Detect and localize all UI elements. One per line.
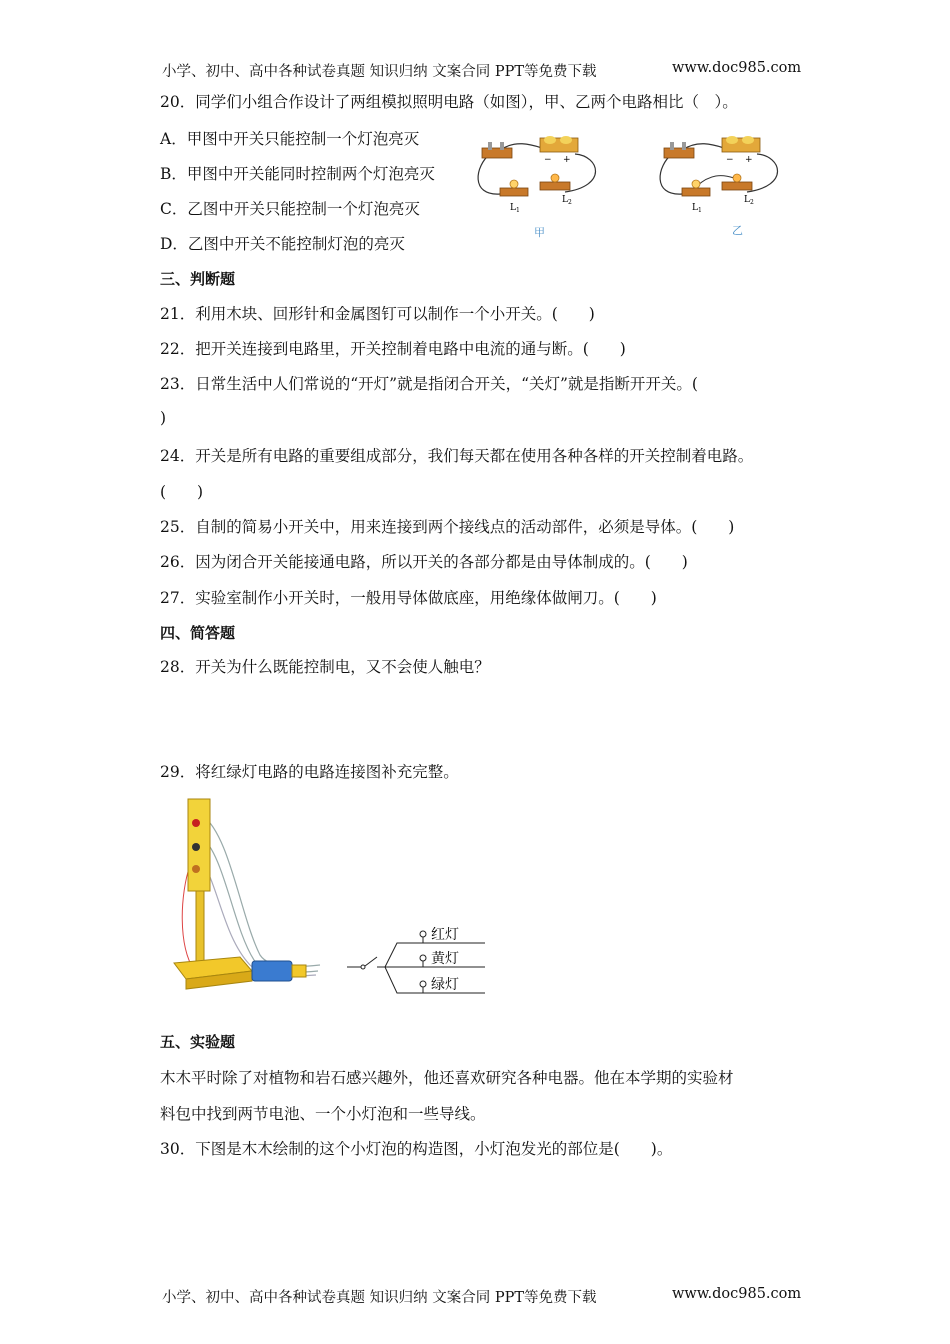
q20-option-c: C．乙图中开关只能控制一个灯泡亮灭 bbox=[160, 200, 420, 218]
footer-url: www.doc985.com bbox=[672, 1286, 802, 1302]
q24: 24．开关是所有电路的重要组成部分，我们每天都在使用各种各样的开关控制着电路。 bbox=[160, 447, 754, 465]
bulb-icon bbox=[420, 955, 426, 961]
q20-option-a: A．甲图中开关只能控制一个灯泡亮灭 bbox=[160, 130, 420, 148]
circuit-figure-yi bbox=[652, 126, 792, 216]
bulb-l1 bbox=[692, 180, 700, 188]
section-3-title: 三、判断题 bbox=[160, 270, 236, 288]
q22: 22．把开关连接到电路里，开关控制着电路中电流的通与断。( ) bbox=[160, 340, 626, 358]
bulb-l1 bbox=[510, 180, 518, 188]
section-5-title: 五、实验题 bbox=[160, 1033, 236, 1051]
q25: 25．自制的简易小开关中，用来连接到两个接线点的活动部件，必须是导体。( ) bbox=[160, 518, 735, 536]
label-red: 红灯 bbox=[431, 927, 459, 943]
page-footer bbox=[162, 1286, 802, 1307]
bulb-l2 bbox=[733, 174, 741, 182]
switch-base bbox=[482, 148, 512, 158]
q23: 23．日常生活中人们常说的“开灯”就是指闭合开关，“关灯”就是指断开开关。( bbox=[160, 375, 698, 393]
caption-yi: 乙 bbox=[732, 224, 743, 237]
traffic-light-model bbox=[170, 795, 330, 995]
label-l1: $L_1$ bbox=[692, 203, 702, 214]
q24-continued: ( ) bbox=[160, 483, 204, 501]
bulb-l2 bbox=[551, 174, 559, 182]
caption-jia: 甲 bbox=[534, 226, 545, 239]
circuit-figure-jia bbox=[470, 126, 610, 216]
battery-icon bbox=[252, 961, 292, 981]
q29: 29．将红绿灯电路的电路连接图补充完整。 bbox=[160, 763, 459, 781]
q20-stem: 20．同学们小组合作设计了两组模拟照明电路（如图），甲、乙两个电路相比（ ）。 bbox=[160, 93, 738, 111]
q21: 21．利用木块、回形针和金属图钉可以制作一个小开关。( ) bbox=[160, 305, 595, 323]
red-light-icon bbox=[192, 819, 200, 827]
label-yellow: 黄灯 bbox=[431, 951, 459, 967]
traffic-circuit-diagram bbox=[345, 915, 495, 1000]
header-text: 小学、初中、高中各种试卷真题 知识归纳 文案合同 PPT等免费下载 bbox=[162, 64, 597, 80]
label-green: 绿灯 bbox=[431, 977, 459, 993]
experiment-intro-1: 木木平时除了对植物和岩石感兴趣外，他还喜欢研究各种电器。他在本学期的实验材 bbox=[160, 1069, 734, 1087]
label-l2: $L_2$ bbox=[562, 195, 572, 206]
header-url: www.doc985.com bbox=[672, 60, 802, 76]
experiment-intro-2: 料包中找到两节电池、一个小灯泡和一些导线。 bbox=[160, 1105, 486, 1123]
bulb-icon bbox=[420, 981, 426, 987]
q28: 28．开关为什么既能控制电，又不会使人触电？ bbox=[160, 658, 490, 676]
q20-option-b: B．甲图中开关能同时控制两个灯泡亮灭 bbox=[160, 165, 435, 183]
footer-text: 小学、初中、高中各种试卷真题 知识归纳 文案合同 PPT等免费下载 bbox=[162, 1290, 597, 1306]
q30: 30．下图是木木绘制的这个小灯泡的构造图，小灯泡发光的部位是( )。 bbox=[160, 1140, 673, 1158]
label-l2: $L_2$ bbox=[744, 195, 754, 206]
bulb-icon bbox=[420, 931, 426, 937]
switch-icon bbox=[361, 965, 365, 969]
page-header bbox=[162, 60, 802, 81]
battery-minus: − bbox=[544, 155, 552, 165]
q23-continued: ) bbox=[160, 409, 167, 427]
q27: 27．实验室制作小开关时，一般用导体做底座，用绝缘体做闸刀。( ) bbox=[160, 589, 657, 607]
q20-option-d: D．乙图中开关不能控制灯泡的亮灭 bbox=[160, 235, 405, 253]
battery-plus: + bbox=[563, 155, 571, 165]
label-l1: $L_1$ bbox=[510, 203, 520, 214]
q26: 26．因为闭合开关能接通电路，所以开关的各部分都是由导体制成的。( ) bbox=[160, 553, 688, 571]
battery-minus: − bbox=[726, 155, 734, 165]
section-4-title: 四、简答题 bbox=[160, 624, 236, 642]
yellow-light-icon bbox=[192, 843, 200, 851]
battery-plus: + bbox=[745, 155, 753, 165]
green-light-icon bbox=[192, 865, 200, 873]
